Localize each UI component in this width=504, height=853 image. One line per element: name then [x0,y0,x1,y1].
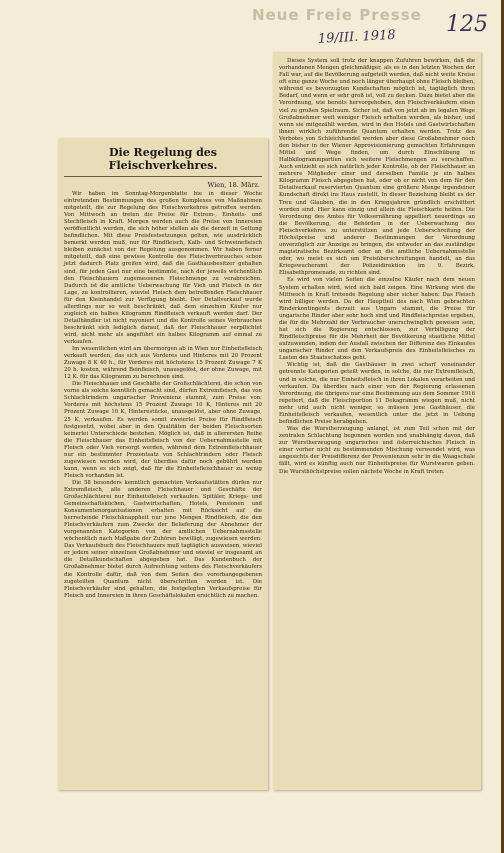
left-paragraph: Die 58 besonders kenntlich gemachten Verkaufsstätten dürfen nur Extremfleisch, alle anderen Fleischhauer und Geschäfte der Großschlächterei nur Einheitsfleisch verkaufen. Spitäler, Kriegs- und Gemeinschaftsküchen, Gastwirtschaften, Hotels, Pensionen und Konsumentenorganisationen erhalten mit Rücksicht auf die herrschende Fleischknappheit nur jene Mengen Rindfleisch, die den Fleischverkäufern zum Zwecke der Belieferung der Abnehmer der vorgenannten Kategorien von der amtlichen Uebernahmsstelle wöchentlich nach Maßgabe der Zuhören bewilligt, zugewiesen werden. Das Verkaufsbuch des Fleischhauers muß tagtäglich ausweisen, wieviel er jedem seiner einzelnen Großabnehmer und wieviel er insgesamt an die Detailkundschaften abgegeben hat. Das Kundenbuch der Großabnehmer bietet durch Aufrechtung seitens des Fleischverkäufers die Kontrolle dafür, daß von dem Seiten des vorerbangegebenen zugeteilten Quantum nicht überschritten worden ist. Die Fleischverkäufer sind gehalten, die festgelegten Verkaufspreise für Fleisch und Innereien in ihren Geschäftslokalen ersichtlich zu machen. [64,479,262,599]
left-paragraph: Im wesentlichen wird am übermorgen ab in Wien nur Einheitsfleisch verkauft werden, das sich aus Vorderes und Hinteres mit 20 Prozent Zuwage 8 K 40 h., für Vorderes mit höchstens 15 Prozent Zuwage 7 K 20 h. kosten, während Beinfleisch, unausgelöst, der ohne Zuwage, mit 12 K. für das Kilogramm zu berechnen sind. [64,346,262,381]
newspaper-masthead: Neue Freie Presse [252,6,422,24]
handwritten-archive-number: 125 [446,12,488,37]
article-dateline: Wien, 18. März. [207,181,260,189]
article-left-column [64,191,262,600]
handwritten-date: 19/III. 1918 [317,27,396,47]
right-paragraph: Wichtig ist, daß die Gasthäuser in zwei scharf voneinander getrennte Kategorien geteilt werden, in solche, die nur Extremfleisch, und in solche, die nur Einheitsfleisch in ihren Lokalen verarbeiten und verkaufen. Da überdies nach einer von der Regierung erlassenen Verordnung, die übrigens nur eine Bestimmung aus dem Sommer 1916 repetiert, daß die Fleischportion 11 Dekagramm wiegen muß, nicht mehr und auch nicht weniger, so müssen jene Gasthäuser, die Einheitsfleisch verkaufen, wesentlich unter die jetzt in Uebung befindlichen Preise herabgehen. [279,362,475,425]
article-right-column [279,58,475,476]
right-paragraph: Es wird von vielen Seiten die einzelne Käufer nach dem neuen System erhalten wird, wird sich bald zeigen. Eine Wirkung wird die Mittwoch in Kraft tretende Regelung aber sicher haben: Das Fleisch wird billiger werden. Da der Hauptteil des nach Wien gebrachten Rinderkontingents derzeit aus Ungarn stammt, die Preise für ungarische Rinder aber sehr hoch sind und Rindfleischpreise ergeben, die für die Mehrzahl der Verbraucher unerschwinglich gewesen sein, hat sich die Regierung entschlossen, zur Verbilligung der Rindfleischpreise für die Mehrheit der Bevölkerung staatliche Mittel aufzuwenden, indem der Ausfall zwischen der Differenz des Einkaufes ungarischer Rinder und den Verkaufspreis des Einheitsfleisches zu Lasten des Staatsschatzes geht. [279,277,475,362]
right-paragraph: Was die Wurstherzeugung anlangt, ist zum Teil schon mit der zentralen Schlachtung begonnen worden und unabhängig davon, daß zur Wurstherzeugung ungarisches und österreichisches Fleisch in einer vorher nicht zu bestimmenden Mischung verwendet wird, was angesichts der Preisdifferenz der Provenienzen sehr in die Waagschale fällt, wird es künftig auch nur Einheitspreise für Wurstwaren geben. Die Wursthöchstpreise sollen nächste Woche in Kraft treten. [279,426,475,475]
article-headline: Die Regelung des Fleischverkehres. [64,146,262,177]
article-clipping-left [58,138,268,790]
left-paragraph: Wir haben im Sonntag-Morgenblatte bie in dieser Woche eintretenden Bestimmungen des großen Komplexes von Maßnahmen mitgeteilt, die zur Regelung des Fleischverkehres getroffen werden. Von Mittwoch an treten die Preise für Extrem-, Einheits- und Stechfleisch in Kraft. Morgen werden auch die Preise von Innereien veröffentlicht werden, die sich höher stellen als die derzeit in Geltung befindlichen. Mit diese Preisfestsetzungen gelten, wie ausdrücklich bemerkt werden muß, nur für Rindfleisch, Kalb- und Schweinefleisch bleiben zunächst von der Regelung ausgenommen. Wir haben ferner mitgeteilt, daß eine gewisse Kontrolle des Fleischverbrauches schon jetzt dadurch Platz greifen wird, daß die Gasthausbesitzer gehalten sind, für jeden Gast nur eine bestimmte, nach der jeweils wöchentlich den Fleischhauern zugemessenen Fleischmenge zu verabreichen. Dadurch ist die amtliche Ueberwachung für Vieh und Fleisch in der Lage, zu kontrollieren, wieviel Fleisch dem betreffenden Fleischhauer für den Kleinhandel zur Verfügung bleibt. Der Detailverkauf wurde allerdings nur so weit beschränkt, daß dem einzelnen Käufer nur zugleich ein halbes Kilogramm Rindfleisch verkauft werden darf. Der Detailhändler ist nicht rayoniert und die Kontrolle seines Verbrauches beschränkt sich lediglich darauf, daß der Fleischhauer verpflichtet wird, nicht mehr als angeführt ein halbes Kilogramm auf einmal zu verkaufen. [64,191,262,345]
right-paragraph: Dieses System soll trotz der knappen Zufuhren bewirken, daß die vorhandenen Mengen gleichmäßiger, als es in den letzten Wochen der Fall war, auf die Bevölkerung aufgeteilt werden, daß nicht weite Kreise oft eine ganze Woche und noch länger überhaupt ohne Fleisch bleiben, während es bevorzugten Kundschaften möglich ist, tagtäglich ihren Bedarf, und wenn er sehr groß ist, voll zu decken. Dazu bietet aber die Verordnung, wie bereits hervorgehoben, den Fleischverkäufern einen viel zu großen Spielraum. Sicher ist, daß von jetzt ab im legalen Wege Großabnehmer weit weniger Fleisch erhalten werden, als bisher, und wenn sie mitgezählt werden, wird in den Hotels und Gastwirtschaften ihnen wirklich zuführende Quantum erhalten werden. Trotz des Verbotes von Schleichhandel werden aber diese Großabnehmer noch den bisher in der Wiener Approvisionierung gemachten Erfahrungen Mittel und Wege finden, um durch Einschübung in Halbkilogrammpartien sich weitere Fleischmengen zu verschaffen. Auch entzieht es sich natürlich jeder Kontrolle, ob der Fleischhauer an mehrere Mitglieder einer und derselben Familie je ein halbes Kilogramm Fleisch abgegeben hat, oder ob er nicht von dem für den Detailverkauf reservierten Quantum eine größere Menge irgendeiner Kundschaft direkt ins Haus zustellt. In dieser Beziehung bleibt es der Treu und Glauben, die in den Kriegsjahren gründlich erschüttert worden sind. Hier kann einzig und allein die Fleischkarte helfen. Die Verordnung des Amtes für Volksernährung appelliert neuerdings an die Bevölkerung, die Behörden in der Ueberwachung des Fleischverkehres zu unterstützen und jede Ueberschreitung der Höchstpreise und anderer Bestimmungen der Verordnung unverzüglich zur Anzeige zu bringen, die entweder an das zuständige magistratische Bezirksamt oder an die amtliche Uebernahmsstelle oder, wo meist es sich um Preisüberschreitungen handelt, an das Kriegswucheramt der Polizeidirektion im 9. Bezirk, Elisabethpromenade, zu richten sind. [279,58,475,277]
left-paragraph: Die Fleischhauer und Geschäfte der Großschlächterei, die schon von vorne als solche kenntlich gemacht sind, dürfen Extremfleisch, das von Schlachtrindern ungarischer Provenienz stammt, zum Preise von: Vorderes mit höchstens 15 Prozent Zuwage 10 K, Hinteres mit 20 Prozent Zuwage 10 K, Hinterestücke, unausgelöst, aber ohne Zuwage, 25 K, verkaufen. Es werden somit zweierlei Preise für Rindfleisch festgesetzt, wobei aber in den Qualitäten der beiden Fleischsorten keinerlei Unterschiede bestehen. Möglich ist, daß in allerersten Reihe die Fleischhauer das Einheitsfleisch von der Uebernahmsstelle mit Fleisch oder Vieh versorgt werden, während dem Extremfleischhauer nur ein bestimmter Prozentsatz von Schlachtrindern oder Fleisch zugewiesen werden wird, der überdies dafür noch gebührt werden kann, wenn es sich zeigt, daß für die Einheitsfleischhauer zu wenig Fleisch vorhanden ist. [64,381,262,479]
article-clipping-right [273,52,481,790]
